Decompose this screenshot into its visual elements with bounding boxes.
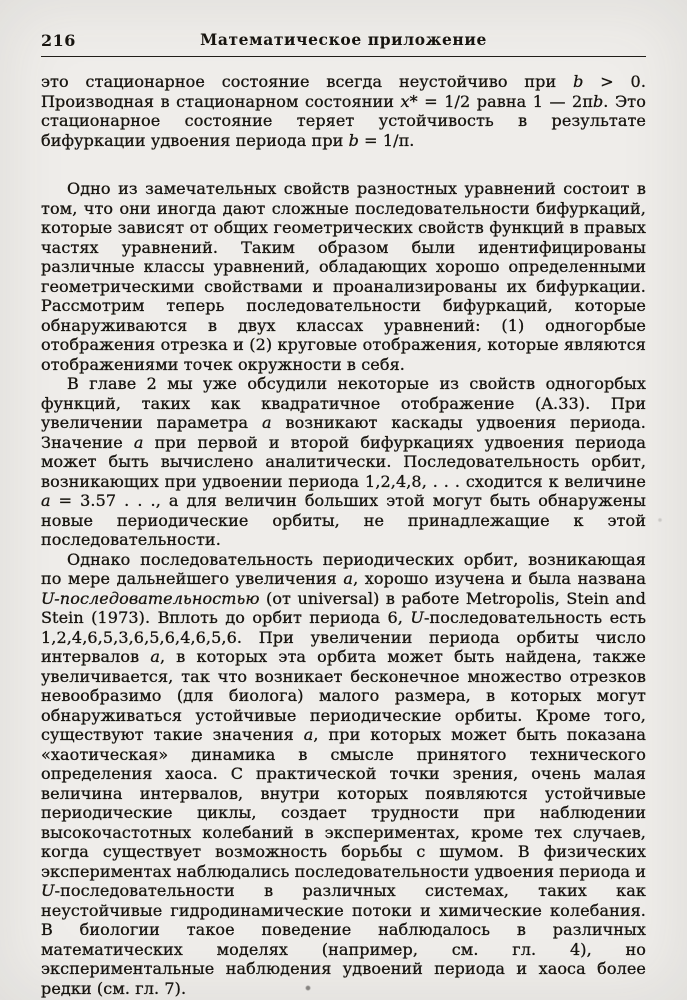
italic-run: b	[573, 72, 584, 91]
italic-run: a	[133, 432, 144, 452]
italic-run: b	[348, 130, 359, 150]
paragraph	[41, 550, 646, 999]
italic-run: a	[41, 491, 51, 510]
italic-run: a	[150, 647, 160, 666]
text-run: возникают каскады удвоения периода. Значение	[41, 413, 646, 452]
text-run: . Это стационарное состояние теряет устойчивость в результате бифуркации удвоения периода при	[41, 91, 646, 150]
italic-run: U	[410, 608, 424, 627]
italic-run: b	[592, 91, 604, 111]
text-run: -последовательности в различных системах, таких как неустойчивые гидродинамические потоки и химические колебания. В биологии такое поведение наблюдалось в различных математических моделях (например, см. гл. 4), но экспериментальные наблюдения удвоений периода и хаоса более редки (см. гл. 7).	[41, 881, 646, 998]
text-body	[41, 72, 646, 998]
text-run: при первой и второй бифуркациях удвоения периода может быть вычислено аналитически. Последовательность орбит, возникающих при удвоении периода 1,2,4,8, . . . сходится к величине	[41, 432, 646, 491]
italic-run: a	[343, 569, 354, 588]
italic-run: x*	[400, 91, 418, 111]
italic-run: a	[261, 413, 272, 432]
page-number: 216	[41, 31, 76, 50]
text-run: > 0. Производная в стационарном состоянии	[41, 72, 647, 111]
text-run: Однако последовательность периодических орбит, возникающая по мере дальнейшего увеличения	[41, 549, 646, 588]
text-run: (от universal) в работе Metropolis, Stein and Stein (1973). Вплоть до орбит периода 6,	[41, 588, 646, 627]
running-title: Математическое приложение	[200, 30, 487, 49]
text-run: Одно из замечательных свойств разностных уравнений состоит в том, что они иногда дают сложные последовательности бифуркаций, которые зависят от общих геометрических свойств функций в правых частях уравнений. Таким образом были идентифицированы различные классы уравнений, обладающих хорошо определенными геометрическими свойствами и проанализированы их бифуркации. Рассмотрим теперь последовательности бифуркаций, которые обнаруживаются в двух классах уравнений: (1) одногорбые отображения отрезка и (2) круговые отображения, которые являются отображениями точек окружности в себя.	[41, 179, 646, 374]
text-run: , при которых может быть показана «хаотическая» динамика в смысле принятого технического определения хаоса. С практической точки зрения, очень малая величина интервалов, внутри которых появляются устойчивые периодические циклы, создает трудности при наблюдении высокочастотных колебаний в экспериментах, кроме тех случаев, когда существует возможность борьбы с шумом. В физических экспериментах наблюдались последовательности удвоения периода и	[41, 725, 647, 881]
text-run: -последовательность есть 1,2,4,6,5,3,6,5,6,4,6,5,6. При увеличении периода орбиты число интервалов	[41, 608, 647, 666]
text-run: = 1/π.	[358, 130, 415, 150]
header-rule	[41, 56, 646, 57]
text-run: , хорошо изучена и была названа	[353, 569, 646, 588]
page-header	[41, 30, 646, 52]
text-run: это стационарное состояние всегда неустойчиво при	[41, 72, 574, 91]
paragraph	[41, 179, 646, 374]
paragraph	[41, 72, 646, 150]
text-run: В главе 2 мы уже обсудили некоторые из свойств одногорбых функций, таких как квадратичное отображение (A.33). При увеличении параметра	[41, 374, 646, 432]
text-run: = 3.57 . . ., а для величин больших этой могут быть обнаружены новые периодические орбиты, не принадлежащие к этой последовательности.	[41, 491, 646, 549]
italic-run: U	[41, 881, 55, 900]
italic-run: U-последовательностью	[41, 588, 260, 608]
text-run: , в которых эта орбита может быть найдена, также увеличивается, так что возникает бесконечное множество отрезков невообразимо (для биолога) малого размера, в которых могут обнаруживаться устойчивые периодические орбиты. Кроме того, существуют такие значения	[41, 647, 646, 744]
paragraph	[41, 374, 646, 550]
text-run: = 1/2 равна 1 — 2π	[417, 91, 593, 111]
italic-run: a	[303, 725, 314, 744]
